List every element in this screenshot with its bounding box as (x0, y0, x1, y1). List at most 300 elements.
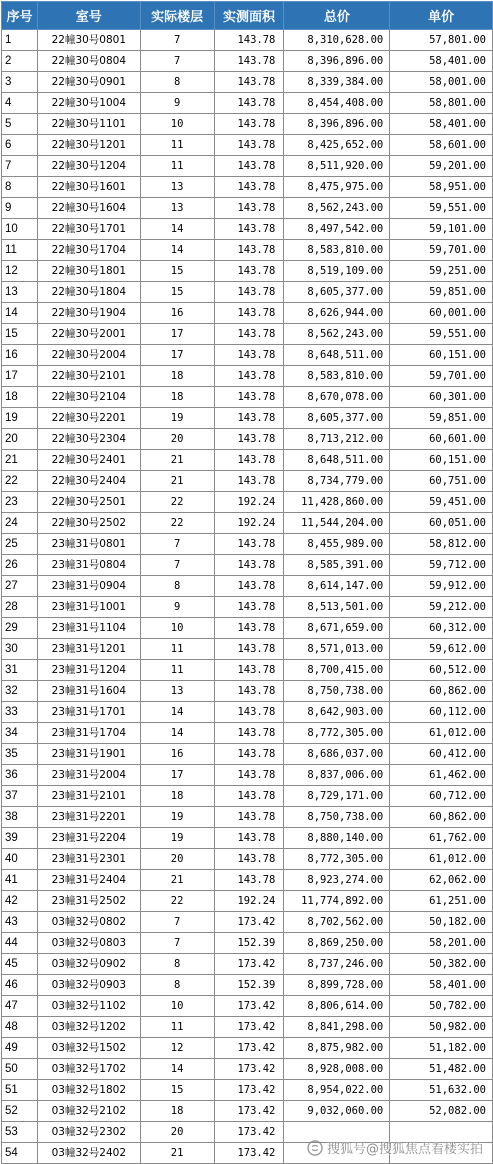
cell-area: 143.78 (214, 408, 284, 429)
cell-seq: 2 (2, 51, 38, 72)
cell-unit-price: 57,801.00 (390, 30, 493, 51)
cell-total: 8,511,920.00 (284, 156, 390, 177)
cell-seq: 21 (2, 450, 38, 471)
cell-room: 03幢32号1702 (37, 1059, 140, 1080)
cell-area: 143.78 (214, 324, 284, 345)
cell-unit-price: 60,512.00 (390, 660, 493, 681)
cell-area: 173.42 (214, 912, 284, 933)
cell-floor: 11 (140, 156, 214, 177)
cell-unit-price: 59,101.00 (390, 219, 493, 240)
cell-room: 23幢31号0804 (37, 555, 140, 576)
table-row (2, 156, 493, 177)
cell-seq: 28 (2, 597, 38, 618)
cell-unit-price: 59,851.00 (390, 282, 493, 303)
table-row (2, 387, 493, 408)
cell-room: 22幢30号1204 (37, 156, 140, 177)
cell-total: 8,737,246.00 (284, 954, 390, 975)
table-row (2, 723, 493, 744)
table-row (2, 954, 493, 975)
cell-area: 143.78 (214, 471, 284, 492)
cell-total: 8,880,140.00 (284, 828, 390, 849)
cell-area: 173.42 (214, 1080, 284, 1101)
cell-unit-price: 58,201.00 (390, 933, 493, 954)
cell-room: 23幢31号2101 (37, 786, 140, 807)
cell-floor: 13 (140, 177, 214, 198)
cell-area: 143.78 (214, 849, 284, 870)
table-row (2, 72, 493, 93)
cell-total: 8,626,944.00 (284, 303, 390, 324)
cell-seq: 36 (2, 765, 38, 786)
cell-area: 173.42 (214, 996, 284, 1017)
cell-area: 143.78 (214, 660, 284, 681)
cell-room: 22幢30号1201 (37, 135, 140, 156)
cell-total: 8,729,171.00 (284, 786, 390, 807)
cell-floor: 7 (140, 912, 214, 933)
cell-unit-price: 58,401.00 (390, 51, 493, 72)
cell-area: 143.78 (214, 51, 284, 72)
cell-room: 22幢30号1604 (37, 198, 140, 219)
cell-unit-price: 59,851.00 (390, 408, 493, 429)
cell-area: 173.42 (214, 1101, 284, 1122)
table-row (2, 534, 493, 555)
table-row (2, 1059, 493, 1080)
cell-area: 143.78 (214, 765, 284, 786)
table-row (2, 975, 493, 996)
cell-area: 143.78 (214, 534, 284, 555)
cell-room: 22幢30号2004 (37, 345, 140, 366)
table-row (2, 807, 493, 828)
cell-total: 8,713,212.00 (284, 429, 390, 450)
cell-total: 8,648,511.00 (284, 450, 390, 471)
watermark (307, 1138, 483, 1157)
table-row (2, 177, 493, 198)
cell-seq: 5 (2, 114, 38, 135)
table-row (2, 450, 493, 471)
table-row (2, 828, 493, 849)
cell-area: 143.78 (214, 639, 284, 660)
cell-room: 22幢30号2304 (37, 429, 140, 450)
cell-floor: 7 (140, 30, 214, 51)
cell-area: 143.78 (214, 429, 284, 450)
cell-seq: 7 (2, 156, 38, 177)
cell-room: 22幢30号1704 (37, 240, 140, 261)
cell-floor: 10 (140, 114, 214, 135)
cell-total: 8,339,384.00 (284, 72, 390, 93)
cell-area: 143.78 (214, 198, 284, 219)
cell-seq: 44 (2, 933, 38, 954)
cell-room: 22幢30号2201 (37, 408, 140, 429)
cell-room: 23幢31号1201 (37, 639, 140, 660)
cell-seq: 46 (2, 975, 38, 996)
cell-total: 8,583,810.00 (284, 366, 390, 387)
cell-area: 173.42 (214, 1038, 284, 1059)
cell-room: 22幢30号1601 (37, 177, 140, 198)
cell-room: 22幢30号2401 (37, 450, 140, 471)
cell-total: 8,425,652.00 (284, 135, 390, 156)
cell-area: 143.78 (214, 555, 284, 576)
cell-total: 8,841,298.00 (284, 1017, 390, 1038)
table-row (2, 1017, 493, 1038)
cell-seq: 33 (2, 702, 38, 723)
cell-floor: 14 (140, 219, 214, 240)
cell-floor: 11 (140, 639, 214, 660)
header-floor: 实际楼层 (140, 2, 214, 30)
cell-total: 8,571,013.00 (284, 639, 390, 660)
cell-total: 8,750,738.00 (284, 681, 390, 702)
cell-floor: 15 (140, 261, 214, 282)
cell-area: 152.39 (214, 933, 284, 954)
cell-total: 8,642,903.00 (284, 702, 390, 723)
table-row (2, 93, 493, 114)
cell-total: 8,772,305.00 (284, 723, 390, 744)
cell-room: 23幢31号1704 (37, 723, 140, 744)
cell-unit-price: 59,712.00 (390, 555, 493, 576)
cell-total: 8,497,542.00 (284, 219, 390, 240)
cell-seq: 6 (2, 135, 38, 156)
cell-unit-price: 60,151.00 (390, 450, 493, 471)
cell-area: 152.39 (214, 975, 284, 996)
cell-floor: 11 (140, 135, 214, 156)
table-row (2, 1038, 493, 1059)
header-area: 实测面积 (214, 2, 284, 30)
table-row (2, 324, 493, 345)
cell-unit-price: 51,482.00 (390, 1059, 493, 1080)
cell-seq: 24 (2, 513, 38, 534)
cell-room: 22幢30号1701 (37, 219, 140, 240)
cell-unit-price: 59,201.00 (390, 156, 493, 177)
cell-area: 143.78 (214, 114, 284, 135)
cell-area: 143.78 (214, 786, 284, 807)
table-row (2, 744, 493, 765)
cell-total: 8,648,511.00 (284, 345, 390, 366)
header-total: 总价 (284, 2, 390, 30)
cell-area: 143.78 (214, 177, 284, 198)
cell-seq: 14 (2, 303, 38, 324)
cell-floor: 15 (140, 1080, 214, 1101)
cell-area: 173.42 (214, 954, 284, 975)
cell-room: 23幢31号2404 (37, 870, 140, 891)
cell-seq: 52 (2, 1101, 38, 1122)
cell-total: 8,562,243.00 (284, 324, 390, 345)
cell-seq: 42 (2, 891, 38, 912)
cell-floor: 18 (140, 387, 214, 408)
cell-unit-price: 52,082.00 (390, 1101, 493, 1122)
cell-room: 22幢30号2101 (37, 366, 140, 387)
cell-floor: 8 (140, 975, 214, 996)
cell-floor: 21 (140, 450, 214, 471)
cell-total: 8,585,391.00 (284, 555, 390, 576)
table-row (2, 1101, 493, 1122)
table-row (2, 870, 493, 891)
cell-unit-price: 50,182.00 (390, 912, 493, 933)
cell-seq: 30 (2, 639, 38, 660)
table-row (2, 576, 493, 597)
cell-floor: 14 (140, 723, 214, 744)
cell-total: 11,544,204.00 (284, 513, 390, 534)
cell-area: 173.42 (214, 1143, 284, 1164)
cell-room: 23幢31号2301 (37, 849, 140, 870)
cell-unit-price: 58,951.00 (390, 177, 493, 198)
cell-room: 23幢31号2004 (37, 765, 140, 786)
cell-room: 23幢31号2502 (37, 891, 140, 912)
cell-area: 173.42 (214, 1017, 284, 1038)
cell-unit-price: 60,601.00 (390, 429, 493, 450)
cell-unit-price: 60,751.00 (390, 471, 493, 492)
cell-area: 143.78 (214, 72, 284, 93)
cell-floor: 16 (140, 744, 214, 765)
table-row (2, 786, 493, 807)
cell-seq: 39 (2, 828, 38, 849)
cell-area: 192.24 (214, 891, 284, 912)
cell-room: 23幢31号2201 (37, 807, 140, 828)
cell-room: 22幢30号0801 (37, 30, 140, 51)
cell-seq: 27 (2, 576, 38, 597)
cell-seq: 51 (2, 1080, 38, 1101)
table-row (2, 51, 493, 72)
cell-unit-price: 60,412.00 (390, 744, 493, 765)
cell-floor: 22 (140, 492, 214, 513)
cell-area: 143.78 (214, 744, 284, 765)
cell-room: 22幢30号0804 (37, 51, 140, 72)
cell-unit-price: 58,601.00 (390, 135, 493, 156)
cell-floor: 7 (140, 555, 214, 576)
cell-unit-price: 50,782.00 (390, 996, 493, 1017)
cell-floor: 9 (140, 93, 214, 114)
cell-floor: 20 (140, 1122, 214, 1143)
cell-floor: 10 (140, 996, 214, 1017)
cell-room: 23幢31号1901 (37, 744, 140, 765)
cell-seq: 49 (2, 1038, 38, 1059)
cell-total: 11,774,892.00 (284, 891, 390, 912)
table-row (2, 261, 493, 282)
cell-room: 23幢31号1204 (37, 660, 140, 681)
cell-area: 192.24 (214, 513, 284, 534)
cell-seq: 37 (2, 786, 38, 807)
cell-floor: 18 (140, 366, 214, 387)
cell-unit-price: 61,462.00 (390, 765, 493, 786)
cell-unit-price: 60,001.00 (390, 303, 493, 324)
cell-floor: 18 (140, 786, 214, 807)
cell-area: 143.78 (214, 240, 284, 261)
cell-total: 8,899,728.00 (284, 975, 390, 996)
cell-unit-price: 59,451.00 (390, 492, 493, 513)
cell-total: 8,519,109.00 (284, 261, 390, 282)
cell-seq: 50 (2, 1059, 38, 1080)
cell-seq: 19 (2, 408, 38, 429)
cell-room: 03幢32号1202 (37, 1017, 140, 1038)
cell-total: 8,772,305.00 (284, 849, 390, 870)
table-row (2, 891, 493, 912)
cell-floor: 19 (140, 828, 214, 849)
cell-room: 22幢30号1101 (37, 114, 140, 135)
cell-total: 8,562,243.00 (284, 198, 390, 219)
cell-area: 143.78 (214, 93, 284, 114)
cell-area: 143.78 (214, 597, 284, 618)
cell-total: 8,583,810.00 (284, 240, 390, 261)
table-row (2, 366, 493, 387)
cell-total: 8,455,989.00 (284, 534, 390, 555)
cell-seq: 47 (2, 996, 38, 1017)
cell-total: 8,670,078.00 (284, 387, 390, 408)
cell-floor: 13 (140, 681, 214, 702)
cell-area: 143.78 (214, 261, 284, 282)
cell-floor: 18 (140, 1101, 214, 1122)
cell-unit-price: 50,382.00 (390, 954, 493, 975)
cell-room: 22幢30号2001 (37, 324, 140, 345)
cell-seq: 43 (2, 912, 38, 933)
table-row (2, 681, 493, 702)
cell-unit-price: 61,012.00 (390, 849, 493, 870)
cell-area: 143.78 (214, 807, 284, 828)
cell-seq: 23 (2, 492, 38, 513)
cell-total: 8,605,377.00 (284, 408, 390, 429)
cell-room: 23幢31号1604 (37, 681, 140, 702)
cell-total: 8,475,975.00 (284, 177, 390, 198)
cell-unit-price: 59,551.00 (390, 198, 493, 219)
cell-unit-price: 51,632.00 (390, 1080, 493, 1101)
cell-seq: 12 (2, 261, 38, 282)
cell-area: 143.78 (214, 219, 284, 240)
table-row (2, 912, 493, 933)
cell-area: 143.78 (214, 681, 284, 702)
cell-seq: 3 (2, 72, 38, 93)
cell-total: 8,396,896.00 (284, 51, 390, 72)
cell-seq: 15 (2, 324, 38, 345)
cell-room: 03幢32号0802 (37, 912, 140, 933)
cell-area: 143.78 (214, 576, 284, 597)
cell-floor: 8 (140, 954, 214, 975)
cell-seq: 26 (2, 555, 38, 576)
cell-area: 143.78 (214, 345, 284, 366)
cell-unit-price: 58,801.00 (390, 93, 493, 114)
cell-floor: 19 (140, 807, 214, 828)
cell-total: 9,032,060.00 (284, 1101, 390, 1122)
cell-seq: 8 (2, 177, 38, 198)
cell-seq: 18 (2, 387, 38, 408)
sohu-account-icon (307, 1140, 323, 1156)
cell-seq: 22 (2, 471, 38, 492)
cell-total: 8,513,501.00 (284, 597, 390, 618)
cell-unit-price: 58,812.00 (390, 534, 493, 555)
table-body (2, 30, 493, 1164)
table-header (2, 2, 493, 30)
price-list-table (1, 1, 493, 1164)
cell-seq: 53 (2, 1122, 38, 1143)
cell-floor: 14 (140, 240, 214, 261)
cell-room: 22幢30号1904 (37, 303, 140, 324)
cell-total: 8,671,659.00 (284, 618, 390, 639)
cell-room: 22幢30号0901 (37, 72, 140, 93)
cell-seq: 13 (2, 282, 38, 303)
cell-room: 03幢32号0902 (37, 954, 140, 975)
cell-unit-price: 60,112.00 (390, 702, 493, 723)
table-row (2, 1080, 493, 1101)
cell-floor: 13 (140, 198, 214, 219)
cell-room: 22幢30号2104 (37, 387, 140, 408)
cell-unit-price: 59,251.00 (390, 261, 493, 282)
cell-unit-price: 60,312.00 (390, 618, 493, 639)
table-row (2, 135, 493, 156)
cell-area: 143.78 (214, 135, 284, 156)
cell-area: 143.78 (214, 828, 284, 849)
cell-floor: 22 (140, 513, 214, 534)
cell-seq: 41 (2, 870, 38, 891)
cell-area: 143.78 (214, 30, 284, 51)
cell-room: 23幢31号1001 (37, 597, 140, 618)
table-row (2, 282, 493, 303)
cell-unit-price: 60,862.00 (390, 681, 493, 702)
cell-floor: 12 (140, 1038, 214, 1059)
table-row (2, 933, 493, 954)
cell-floor: 8 (140, 72, 214, 93)
cell-total: 8,954,022.00 (284, 1080, 390, 1101)
cell-floor: 8 (140, 576, 214, 597)
cell-unit-price: 61,012.00 (390, 723, 493, 744)
table-row (2, 219, 493, 240)
cell-room: 23幢31号2204 (37, 828, 140, 849)
table-row (2, 765, 493, 786)
cell-area: 192.24 (214, 492, 284, 513)
cell-seq: 25 (2, 534, 38, 555)
cell-floor: 7 (140, 534, 214, 555)
cell-room: 22幢30号2501 (37, 492, 140, 513)
cell-floor: 14 (140, 1059, 214, 1080)
cell-total: 8,605,377.00 (284, 282, 390, 303)
cell-seq: 54 (2, 1143, 38, 1164)
cell-unit-price: 59,701.00 (390, 240, 493, 261)
table-row (2, 513, 493, 534)
cell-seq: 34 (2, 723, 38, 744)
cell-seq: 32 (2, 681, 38, 702)
table-row (2, 597, 493, 618)
cell-area: 143.78 (214, 723, 284, 744)
cell-floor: 15 (140, 282, 214, 303)
cell-seq: 45 (2, 954, 38, 975)
cell-room: 22幢30号1804 (37, 282, 140, 303)
cell-room: 22幢30号1801 (37, 261, 140, 282)
cell-unit-price: 58,001.00 (390, 72, 493, 93)
cell-total: 8,806,614.00 (284, 996, 390, 1017)
table-row (2, 660, 493, 681)
cell-room: 23幢31号0904 (37, 576, 140, 597)
cell-unit-price: 60,712.00 (390, 786, 493, 807)
cell-floor: 21 (140, 471, 214, 492)
cell-area: 143.78 (214, 870, 284, 891)
cell-area: 173.42 (214, 1122, 284, 1143)
cell-unit-price: 59,212.00 (390, 597, 493, 618)
cell-room: 03幢32号0903 (37, 975, 140, 996)
cell-total: 8,454,408.00 (284, 93, 390, 114)
table-row (2, 996, 493, 1017)
table-row (2, 30, 493, 51)
cell-area: 143.78 (214, 366, 284, 387)
cell-room: 23幢31号0801 (37, 534, 140, 555)
table-row (2, 555, 493, 576)
table-row (2, 849, 493, 870)
cell-area: 143.78 (214, 303, 284, 324)
table-row (2, 429, 493, 450)
cell-seq: 11 (2, 240, 38, 261)
cell-area: 143.78 (214, 282, 284, 303)
cell-seq: 20 (2, 429, 38, 450)
cell-unit-price: 58,401.00 (390, 975, 493, 996)
cell-total: 8,928,008.00 (284, 1059, 390, 1080)
cell-total: 8,614,147.00 (284, 576, 390, 597)
cell-seq: 9 (2, 198, 38, 219)
cell-unit-price: 60,051.00 (390, 513, 493, 534)
cell-seq: 40 (2, 849, 38, 870)
cell-total: 8,700,415.00 (284, 660, 390, 681)
